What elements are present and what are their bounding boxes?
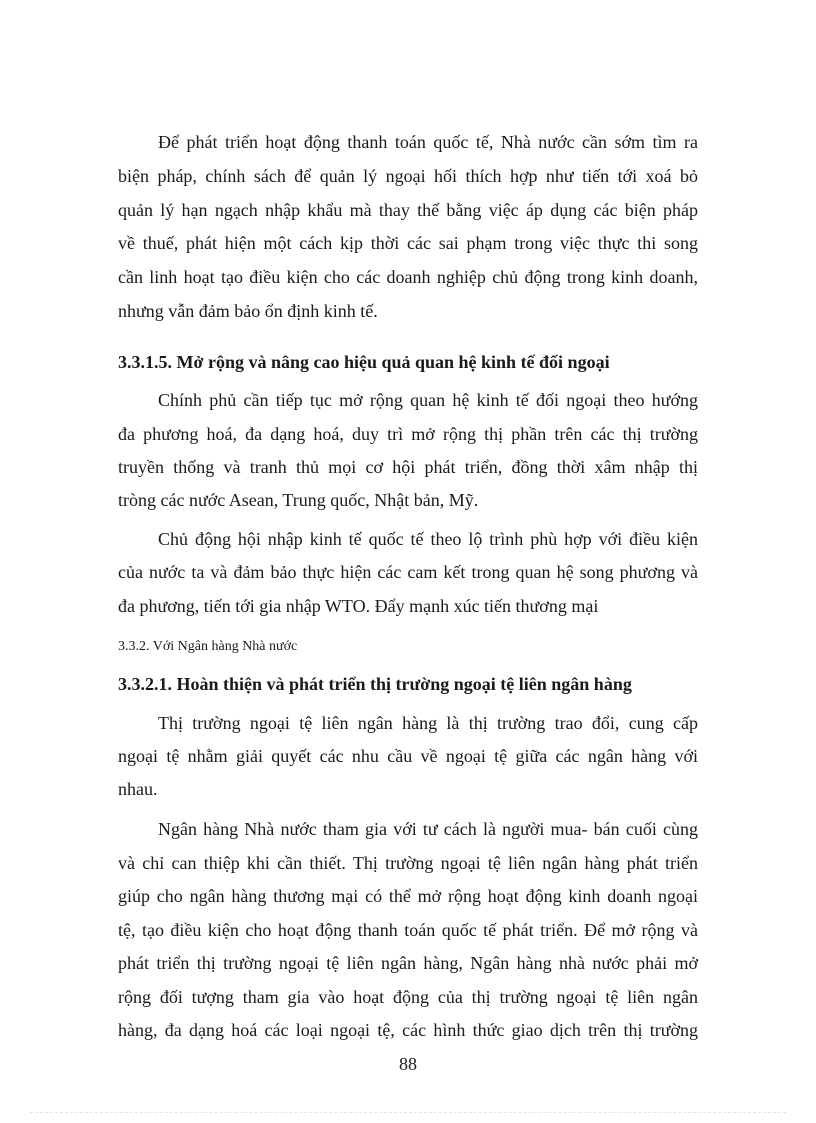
paragraph-line: Thị trường ngoại tệ liên ngân hàng là thị trường trao đổi, cung cấp [158,713,698,733]
paragraph-line: của nước ta và đảm bảo thực hiện các cam kết trong quan hệ song phương và [118,562,698,582]
page-bottom-divider [30,1112,786,1113]
section-heading: 3.3.2.1. Hoàn thiện và phát triển thị trường ngoại tệ liên ngân hàng [118,674,632,694]
subsection-heading: 3.3.2. Với Ngân hàng Nhà nước [118,639,298,654]
paragraph-line: nhau. [118,779,158,799]
page-number: 88 [399,1054,417,1074]
paragraph-line: biện pháp, chính sách để quản lý ngoại hối thích hợp như tiến tới xoá bỏ [118,166,698,186]
paragraph-line: tròng các nước Asean, Trung quốc, Nhật bản, Mỹ. [118,490,479,510]
paragraph-line: và chỉ can thiệp khi cần thiết. Thị trường ngoại tệ liên ngân hàng phát triển [118,853,698,873]
paragraph-line: phát triển thị trường ngoại tệ liên ngân hàng, Ngân hàng nhà nước phải mở [118,953,698,973]
paragraph-line: Chính phủ cần tiếp tục mở rộng quan hệ kinh tế đối ngoại theo hướng [158,390,698,410]
paragraph-line: Để phát triển hoạt động thanh toán quốc tế, Nhà nước cần sớm tìm ra [158,132,698,152]
paragraph-line: cần linh hoạt tạo điều kiện cho các doanh nghiệp chủ động trong kinh doanh, [118,267,698,287]
paragraph-line: về thuế, phát hiện một cách kịp thời các sai phạm trong việc thực thi song [118,233,698,253]
section-heading: 3.3.1.5. Mở rộng và nâng cao hiệu quả quan hệ kinh tế đối ngoại [118,352,610,372]
paragraph-line: quản lý hạn ngạch nhập khẩu mà thay thế bằng việc áp dụng các biện pháp [118,200,698,220]
paragraph-line: truyền thống và tranh thủ mọi cơ hội phát triển, đồng thời xâm nhập thị [118,457,698,477]
paragraph-line: hàng, đa dạng hoá các loại ngoại tệ, các hình thức giao dịch trên thị trường [118,1020,698,1040]
paragraph-line: rộng đối tượng tham gia vào hoạt động của thị trường ngoại tệ liên ngân [118,987,698,1007]
paragraph-line: nhưng vẫn đảm bảo ổn định kinh tế. [118,301,378,321]
paragraph-line: giúp cho ngân hàng thương mại có thể mở rộng hoạt động kinh doanh ngoại [118,886,698,906]
paragraph-line: Ngân hàng Nhà nước tham gia với tư cách là người mua- bán cuối cùng [158,819,698,839]
paragraph-line: ngoại tệ nhằm giải quyết các nhu cầu về ngoại tệ giữa các ngân hàng với [118,746,698,766]
paragraph-line: đa phương hoá, đa dạng hoá, duy trì mở rộng thị phần trên các thị trường [118,424,698,444]
paragraph-line: Chủ động hội nhập kinh tế quốc tế theo lộ trình phù hợp với điều kiện [158,529,698,549]
paragraph-line: đa phương, tiến tới gia nhập WTO. Đẩy mạnh xúc tiến thương mại [118,596,599,616]
paragraph-line: tệ, tạo điều kiện cho hoạt động thanh toán quốc tế phát triển. Để mở rộng và [118,920,698,940]
